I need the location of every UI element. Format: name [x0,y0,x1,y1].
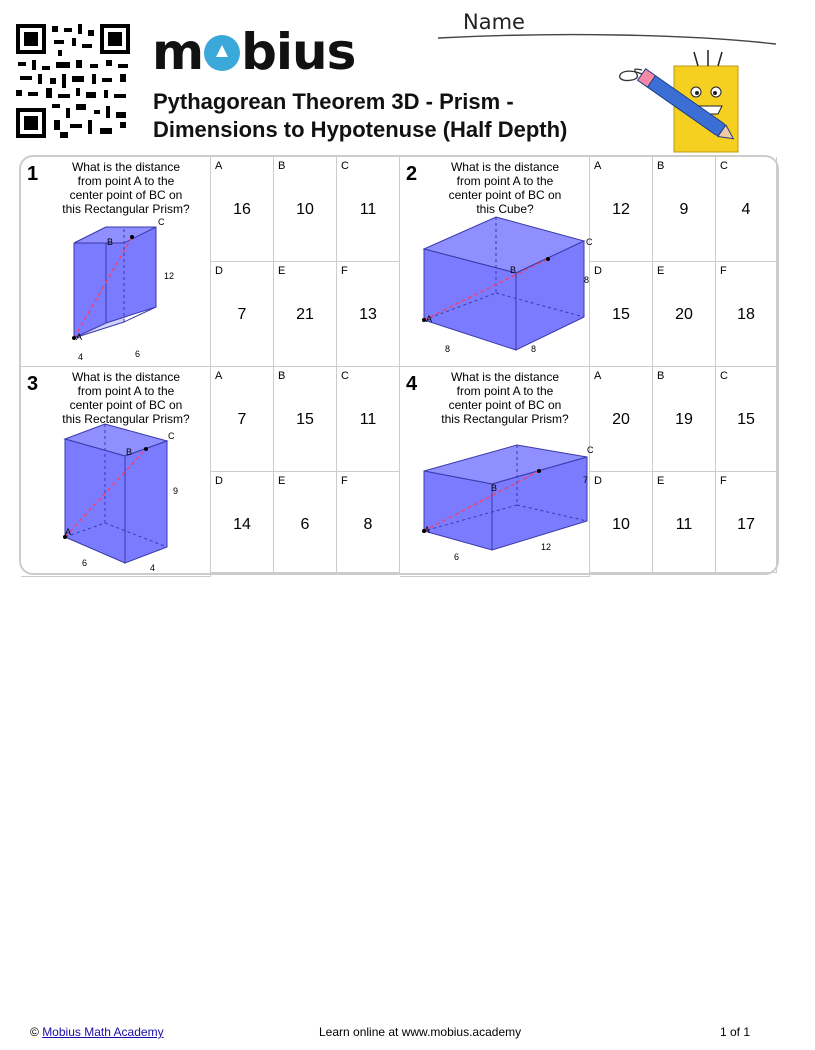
point-a-label: A [76,332,83,342]
answer-value: 7 [237,411,247,428]
answer-value: 10 [296,201,314,218]
answer-value: 11 [359,201,377,218]
footer-copyright [30,1025,164,1039]
question-text-line: What is the distance [71,160,181,174]
pencil-mascot-icon [612,44,752,156]
dimension-label: 6 [454,552,460,562]
page-title [153,88,567,144]
answer-option[interactable] [337,262,400,367]
answer-option[interactable] [653,472,716,573]
question-text-line: from point A to the [456,384,554,398]
answer-letter: E [657,265,665,277]
answer-letter: C [341,370,349,382]
answer-letter: F [341,475,348,487]
answer-option[interactable] [590,157,653,262]
prism-figure [21,157,211,367]
point-c-label: C [586,237,593,247]
answer-option[interactable] [337,472,400,573]
question-number: 1 [27,163,39,185]
answer-option[interactable] [653,367,716,472]
question-2-cell [400,157,593,367]
dimension-label: 4 [150,563,156,573]
answer-value: 14 [233,516,251,533]
question-4-cell [400,367,594,577]
answer-letter: D [215,475,223,487]
question-text-line: What is the distance [450,160,560,174]
answer-option[interactable] [211,472,274,573]
answer-letter: E [657,475,665,487]
prism-figure [400,367,594,577]
answer-option[interactable] [337,157,400,262]
question-3-cell [21,367,211,577]
question-text-line: center point of BC on [69,398,183,412]
question-text-line: this Cube? [476,202,534,216]
title-line-1: Pythagorean Theorem 3D - Prism - [153,89,514,114]
question-text-line: center point of BC on [448,398,562,412]
answer-value: 19 [675,411,693,428]
answer-value: 20 [612,411,630,428]
title-line-2: Dimensions to Hypotenuse (Half Depth) [153,117,568,142]
answer-option[interactable] [337,367,400,472]
question-text-line: What is the distance [450,370,560,384]
point-c-label: C [168,431,175,441]
question-number: 2 [406,163,418,185]
question-1-cell [21,157,211,367]
answer-option[interactable] [274,262,337,367]
answer-value: 10 [612,516,630,533]
answer-letter: A [215,160,223,172]
point-a-label: A [424,525,431,535]
answer-value: 8 [363,516,373,533]
question-text-line: from point A to the [456,174,554,188]
question-number: 4 [406,373,418,395]
answer-option[interactable] [653,157,716,262]
question-text-line: center point of BC on [69,188,183,202]
answer-value: 15 [296,411,314,428]
answer-option[interactable] [211,157,274,262]
mobius-academy-link[interactable]: Mobius Math Academy [42,1025,164,1039]
answer-value: 16 [233,201,251,218]
answer-option[interactable] [590,262,653,367]
answer-option[interactable] [716,472,777,573]
answer-letter: A [215,370,223,382]
answer-value: 20 [675,306,693,323]
dimension-label: 9 [173,486,179,496]
answer-value: 11 [359,411,377,428]
brand-o-icon [204,35,240,71]
copyright-symbol: © [30,1025,39,1039]
dimension-label: 12 [164,271,175,281]
point-b-label: B [491,483,498,493]
point-c-label: C [158,217,165,227]
answer-value: 18 [737,306,755,323]
point-c-label: C [587,445,594,455]
answer-option[interactable] [716,367,777,472]
answer-letter: F [720,265,727,277]
dimension-label: 6 [135,349,141,359]
dimension-label: 8 [584,275,590,285]
page-number: 1 of 1 [720,1025,751,1039]
answer-letter: B [657,160,665,172]
question-text-line: this Rectangular Prism? [62,412,190,426]
cube-figure [400,157,593,367]
answer-letter: B [278,370,286,382]
dimension-label: 8 [445,344,451,354]
answer-option[interactable] [716,262,777,367]
mobius-logo[interactable]: m bius [152,23,356,81]
answer-letter: F [341,265,348,277]
dimension-label: 4 [78,352,84,362]
answer-letter: C [341,160,349,172]
answer-value: 11 [675,516,693,533]
answer-option[interactable] [716,157,777,262]
answer-option[interactable] [590,367,653,472]
answer-letter: C [720,370,728,382]
dimension-label: 8 [531,344,537,354]
answer-letter: D [594,265,602,277]
answer-letter: E [278,475,286,487]
prism-figure [21,367,211,577]
answer-value: 13 [359,306,377,323]
answer-option[interactable] [274,472,337,573]
question-text-line: this Rectangular Prism? [441,412,569,426]
answer-letter: A [594,160,602,172]
answer-letter: F [720,475,727,487]
answer-letter: C [720,160,728,172]
answer-letter: D [594,475,602,487]
qr-code-icon [16,24,130,138]
answer-option[interactable] [274,157,337,262]
point-b-label: B [126,447,133,457]
answer-value: 15 [612,306,630,323]
answer-letter: B [278,160,286,172]
point-a-label: A [65,527,72,537]
dimension-label: 7 [583,475,589,485]
answer-value: 12 [612,201,630,218]
question-text-line: from point A to the [77,384,175,398]
answer-option[interactable] [211,262,274,367]
dimension-label: 12 [541,542,552,552]
dimension-label: 6 [82,558,88,568]
answer-value: 7 [237,306,247,323]
question-text-line: What is the distance [71,370,181,384]
question-text-line: from point A to the [77,174,175,188]
point-b-label: B [107,237,114,247]
answer-option[interactable] [653,262,716,367]
answer-letter: D [215,265,223,277]
answer-value: 4 [741,201,751,218]
answer-value: 15 [737,411,755,428]
point-a-label: A [426,314,433,324]
answer-value: 9 [679,201,689,218]
answer-letter: E [278,265,286,277]
name-label: Name [463,10,525,34]
answer-value: 17 [737,516,755,533]
answer-letter: A [594,370,602,382]
question-text-line: center point of BC on [448,188,562,202]
question-number: 3 [27,373,39,395]
point-b-label: B [510,265,517,275]
question-text-line: this Rectangular Prism? [62,202,190,216]
answer-value: 6 [300,516,310,533]
footer-center-text: Learn online at www.mobius.academy [319,1025,522,1039]
answer-value: 21 [296,306,314,323]
answer-option[interactable] [274,367,337,472]
answer-option[interactable] [211,367,274,472]
answer-letter: B [657,370,665,382]
answer-option[interactable] [590,472,653,573]
question-grid [19,155,779,575]
